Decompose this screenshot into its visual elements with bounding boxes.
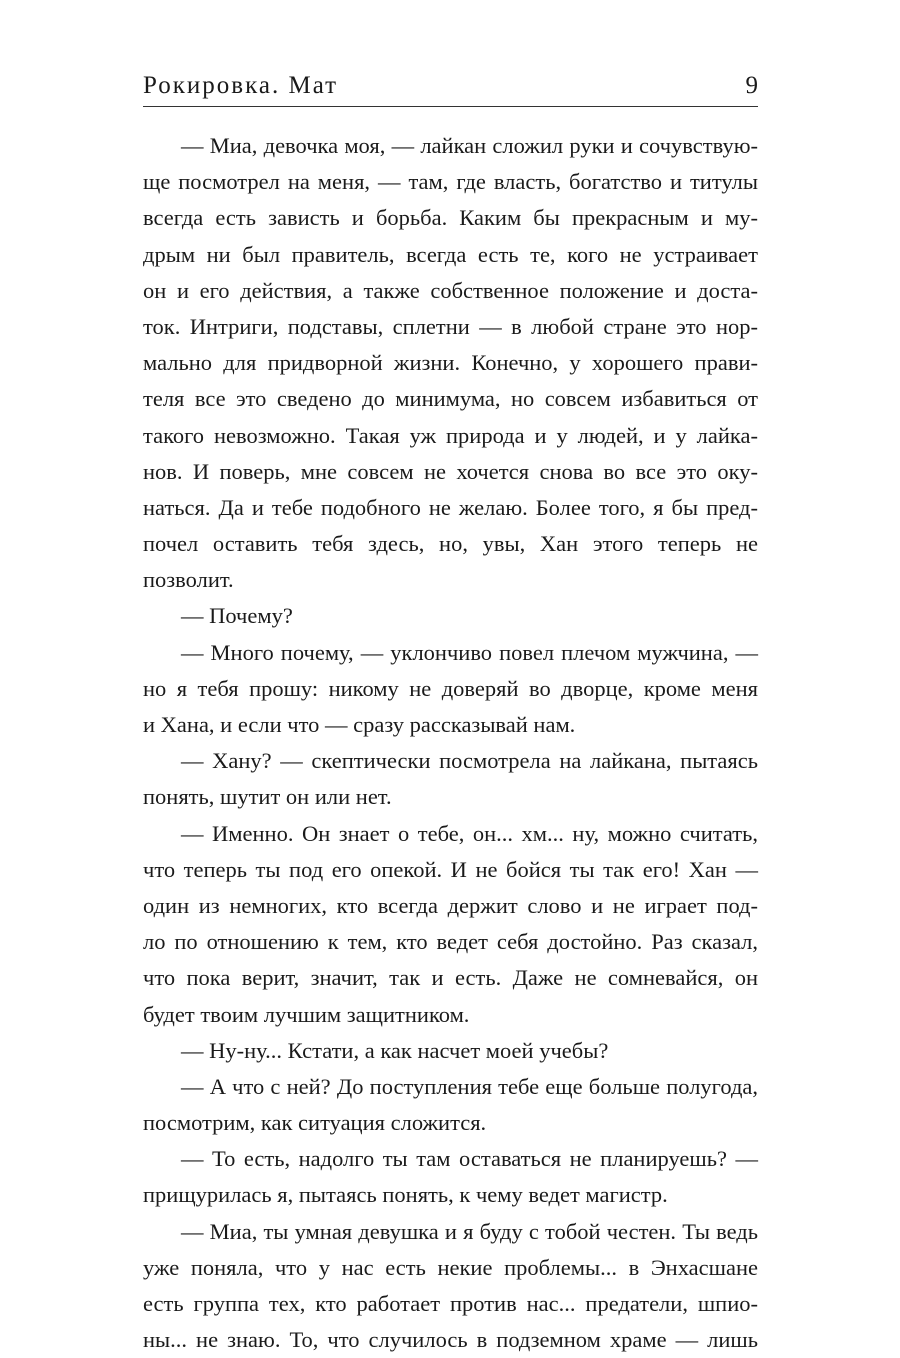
text-line: — Почему? — [181, 603, 293, 629]
running-title: Рокировка. Мат — [143, 72, 339, 99]
text-line: почел оставить тебя здесь, но, увы, Хан этого теперь не — [143, 531, 758, 557]
page-number: 9 — [745, 72, 758, 99]
text-line: но я тебя прошу: никому не доверяй во дворце, кроме меня — [143, 675, 758, 701]
text-line: такого невозможно. Такая уж природа и у людей, и у лайка- — [143, 422, 758, 448]
text-line: наться. Да и тебе подобного не желаю. Более того, я бы пред- — [143, 494, 758, 520]
text-line: — То есть, надолго ты там оставаться не планируешь? — — [181, 1146, 758, 1172]
text-line: ло по отношению к тем, кто ведет себя достойно. Раз сказал, — [143, 929, 758, 955]
text-line: ток. Интриги, подставы, сплетни — в любой стране это нор- — [143, 313, 758, 339]
text-line: — Много почему, — уклончиво повел плечом мужчина, — — [181, 639, 758, 665]
text-line: всегда есть зависть и борьба. Каким бы прекрасным и му- — [143, 205, 758, 231]
text-line: — Хану? — скептически посмотрела на лайкана, пытаясь — [181, 748, 758, 774]
text-line: есть группа тех, кто работает против нас... предатели, шпио- — [143, 1291, 758, 1316]
text-line: — Миа, ты умная девушка и я буду с тобой честен. Ты ведь — [181, 1218, 758, 1244]
text-line: нов. И поверь, мне совсем не хочется снова во все это оку- — [143, 458, 758, 484]
text-line: что теперь ты под его опекой. И не бойся ты так его! Хан — — [143, 856, 758, 882]
text-line: — Миа, девочка моя, — лайкан сложил руки и сочувствую- — [181, 133, 758, 158]
body-text — [143, 128, 758, 1358]
text-line: дрым ни был правитель, всегда есть те, кого не устраивает — [143, 241, 758, 267]
text-line: он и его действия, а также собственное положение и доста- — [143, 277, 758, 303]
text-line: теля все это сведено до минимума, но совсем избавиться от — [143, 386, 758, 412]
text-line: понять, шутит он или нет. — [143, 784, 392, 810]
text-line: — Ну-ну... Кстати, а как насчет моей учебы? — [181, 1037, 609, 1063]
header-rule — [143, 106, 758, 107]
text-line: посмотрим, как ситуация сложится. — [143, 1110, 487, 1136]
text-line: — Именно. Он знает о тебе, он... хм... ну, можно считать, — [181, 820, 758, 846]
text-line: уже поняла, что у нас есть некие проблемы... в Энхасшане — [143, 1254, 758, 1280]
text-line: будет твоим лучшим защитником. — [143, 1001, 470, 1027]
text-line: один из немногих, кто всегда держит слово и не играет под- — [143, 892, 758, 918]
text-line: позволит. — [143, 567, 234, 593]
text-line: и Хана, и если что — сразу рассказывай нам. — [143, 712, 576, 737]
text-line: — А что с ней? До поступления тебе еще больше полугода, — [181, 1073, 758, 1099]
text-line: ны... не знаю. То, что случилось в подземном храме — лишь — [143, 1327, 758, 1353]
running-head — [143, 70, 758, 106]
text-line: что пока верит, значит, так и есть. Даже не сомневайся, он — [143, 965, 758, 991]
text-line: ще посмотрел на меня, — там, где власть, богатство и титулы — [143, 169, 758, 195]
text-line: мально для придворной жизни. Конечно, у хорошего прави- — [143, 350, 758, 376]
text-line: прищурилась я, пытаясь понять, к чему ведет магистр. — [143, 1182, 668, 1208]
